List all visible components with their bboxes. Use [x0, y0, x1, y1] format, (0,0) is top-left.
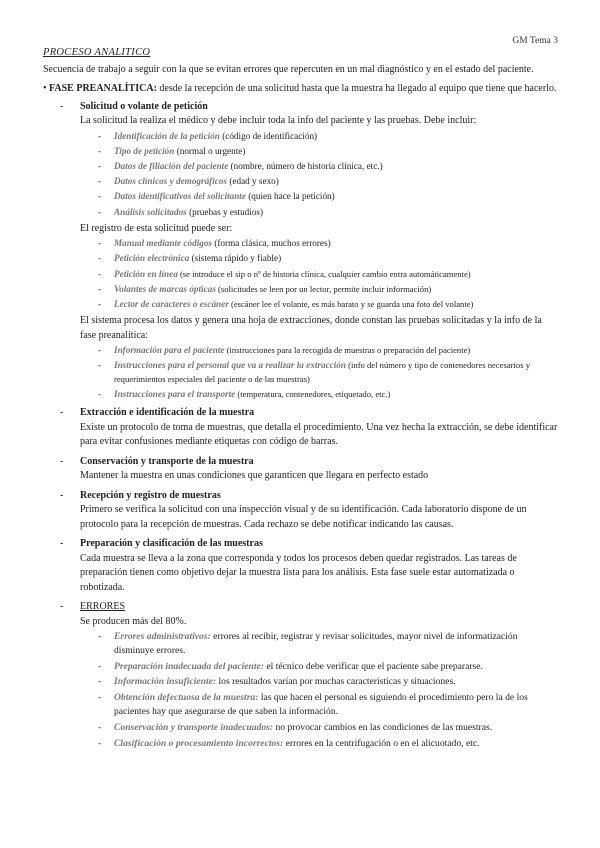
section-solicitud: [43, 100, 558, 402]
list-item: [114, 721, 558, 735]
item-label: Instrucciones para el personal que va a realizar la extracción: [114, 360, 346, 371]
item-label: Identificación de la petición: [114, 130, 220, 141]
item-text: los resultados varían por muchas características y situaciones.: [216, 676, 456, 688]
item-text: (quien hace la petición): [245, 191, 335, 202]
phase-text: desde la recepción de una solicitud hasta que la muestra ha llegado al equipo que tiene que hacerlo.: [156, 83, 557, 94]
item-text: el técnico debe verificar que el paciente sabe prepararse.: [264, 660, 483, 672]
item-label: Manual mediante códigos: [114, 238, 213, 249]
item-label: Volantes de marcas ópticas: [114, 283, 216, 294]
list-item: [114, 206, 558, 219]
item-label: Datos de filiación del paciente: [114, 160, 229, 171]
item-label: Preparación inadecuada del paciente:: [114, 660, 265, 672]
item-label: Conservación y transporte inadecuados:: [114, 721, 274, 733]
section-body: La solicitud la realiza el médico y debe incluir toda la info del paciente y las pruebas. Debe incluir:: [80, 115, 477, 126]
item-text: (forma clásica, muchos errores): [212, 238, 331, 249]
phase-label: FASE PREANALÍTICA:: [49, 83, 157, 94]
item-label: Instrucciones para el transporte: [114, 388, 236, 399]
document-body: [43, 46, 558, 752]
item-text: (solicitudes se leen por un lector, permite incluir información): [215, 283, 432, 294]
section-body: Cada muestra se lleva a la zona que corresponda y todos los procesos deben quedar registrados. Las tareas de preparación tienen como objetivo dejar la muestra lista para los análisis. Esta fase suele estar automatizada o robotizada.: [80, 552, 517, 593]
phase-heading: [43, 82, 558, 97]
section-dash: -: [60, 601, 64, 613]
item-text: errores en la centrifugación o en el alicuotado, etc.: [283, 737, 480, 749]
item-text: (info del número y tipo de contenedores necesarios y requerimientos especiales del paciente o de las muestras): [114, 360, 530, 384]
item-label: Análisis solicitados: [114, 206, 187, 217]
section-body: Existe un protocolo de toma de muestras, que detalla el procedimiento. Una vez hecha la extracción, se debe identificar para evitar confusiones mediante etiquetas con código de barras.: [80, 421, 558, 448]
page-header: GM Tema 3: [512, 36, 558, 46]
item-label: Petición en línea: [114, 268, 178, 279]
section-errores: [43, 600, 558, 750]
item-text: (código de identificación): [219, 130, 318, 141]
item-label: Información para el paciente: [114, 345, 225, 356]
section-title: Recepción y registro de muestras: [80, 489, 221, 501]
item-label: Obtención defectuosa de la muestra:: [114, 692, 259, 704]
item-text: (edad y sexo): [227, 176, 279, 187]
list-item: [114, 252, 558, 265]
list-item: [114, 630, 558, 658]
item-text: errores al recibir, registrar y revisar solicitudes, mayor nivel de informatización disminuye errores.: [114, 631, 518, 656]
list-item: [114, 130, 558, 143]
registro-list: [43, 237, 558, 311]
section-body: Se producen más del 80%.: [80, 615, 187, 627]
section-dash: -: [60, 538, 64, 550]
list-item: [114, 388, 558, 401]
list-item: [114, 190, 558, 203]
section-title: Preparación y clasificación de las muestras: [80, 538, 263, 550]
list-item: [114, 283, 558, 296]
item-label: Petición electrónica: [114, 253, 190, 264]
item-text: (instrucciones para la recogida de muestras o preparación del paciente): [224, 345, 471, 356]
registro-intro: El registro de esta solicitud puede ser:: [80, 222, 233, 234]
section-dash: -: [60, 489, 64, 501]
item-text: las que hacen el personal es siguiendo el procedimiento pero la de los pacientes hay que asegurarse de que saben la información.: [114, 692, 528, 718]
item-text: (se introduce el sip o nº de historia clínica, cualquier cambio entra automáticamente): [177, 268, 471, 279]
section-dash: -: [60, 455, 64, 467]
section-body: Primero se verifica la solicitud con una inspección visual y de su identificación. Cada laboratorio dispone de un protocolo para la recepción de muestras. Cada rechazo se debe notificar indicando las causas.: [80, 504, 527, 530]
sistema-list: [43, 344, 558, 401]
sistema-intro: El sistema procesa los datos y genera una hoja de extracciones, donde constan las pruebas solicitadas y la info de la fase preanalítica:: [80, 315, 542, 341]
list-item: [114, 344, 558, 357]
item-text: (normal o urgente): [174, 145, 246, 156]
section-dash: -: [60, 100, 64, 112]
item-label: Clasificación o procesamiento incorrectos:: [114, 737, 284, 749]
list-item: [114, 737, 558, 751]
section-preparacion: [43, 537, 558, 595]
list-item: [114, 145, 558, 158]
section-recepcion: [43, 489, 558, 533]
item-label: Tipo de petición: [114, 145, 175, 156]
section-body: Mantener la muestra en unas condiciones que garanticen que llegara en perfecto estado: [80, 470, 429, 482]
section-title: Solicitud o volante de petición: [80, 100, 208, 112]
section-conservacion: [43, 455, 558, 484]
section-dash: -: [60, 407, 64, 419]
list-item: [114, 660, 558, 674]
list-item: [114, 359, 558, 385]
item-label: Datos identificativos del solicitante: [114, 191, 246, 202]
item-text: (escáner lee el volante, es más barato y se guarda una foto del volante): [228, 299, 474, 310]
item-text: no provocar cambios en las condiciones de las muestras.: [273, 721, 493, 733]
section-title: Extracción e identificación de la muestra: [80, 407, 255, 419]
section-extraccion: [43, 406, 558, 450]
list-item: [114, 298, 558, 311]
item-label: Errores administrativos:: [114, 631, 211, 643]
item-label: Datos clínicos y demográficos: [114, 176, 228, 187]
section-title: Conservación y transporte de la muestra: [80, 455, 254, 467]
phase-bullet: •: [43, 83, 47, 94]
list-item: [114, 160, 558, 173]
item-text: (pruebas y estudios): [186, 206, 264, 217]
list-item: [114, 175, 558, 188]
list-item: [114, 268, 558, 281]
section-title: ERRORES: [80, 601, 126, 613]
list-item: [114, 675, 558, 689]
solicitud-list: [43, 130, 558, 219]
item-text: (sistema rápido y fiable): [189, 253, 282, 264]
errores-list: [43, 630, 558, 750]
item-text: (nombre, número de historia clínica, etc.): [228, 160, 383, 171]
list-item: [114, 691, 558, 719]
item-text: (temperatura, contenedores, etiquetado, etc.): [235, 388, 391, 399]
list-item: [114, 237, 558, 250]
page-title: PROCESO ANALITICO: [43, 47, 151, 58]
item-label: Lector de caracteres o escáner: [114, 299, 229, 310]
item-label: Información insuficiente:: [114, 676, 217, 688]
intro-paragraph: Secuencia de trabajo a seguir con la que se evitan errores que repercuten en un mal diagnóstico y en el estado del paciente.: [43, 63, 534, 75]
